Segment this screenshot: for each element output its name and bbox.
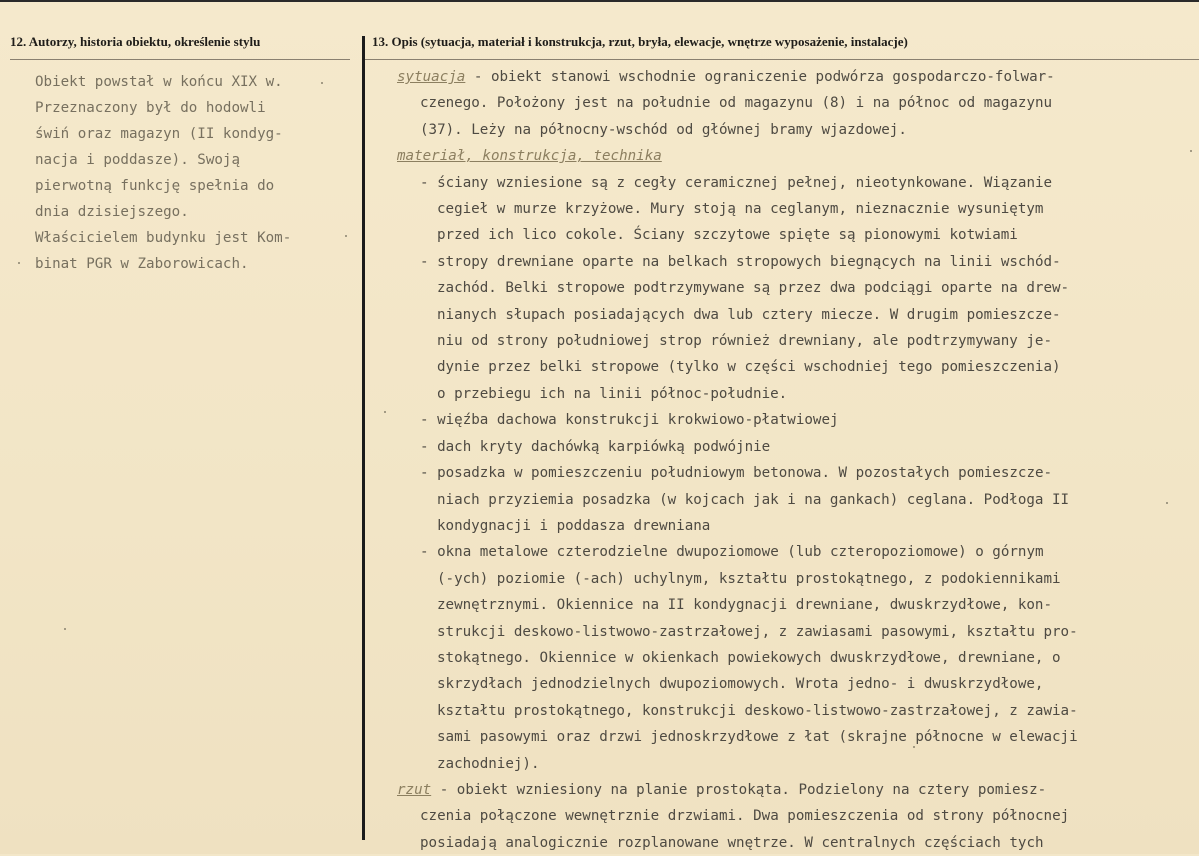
sytuacja-first-line [397,64,1197,90]
text-line: przed ich lico cokole. Ściany szczytowe spięte są pionowymi kotwiami [437,227,1018,244]
paper-speck [345,235,347,237]
text-line: cegieł w murze krzyżowe. Mury stoją na ceglanym, nieznacznie wysuniętym [437,201,1044,218]
bullet-line: - posadzka w pomieszczeniu południowym betonowa. W pozostałych pomieszcze- [420,465,1053,482]
text-line: kształtu prostokątnego, konstrukcji deskowo-listwowo-zastrzałowej, z zawia- [437,702,1078,719]
authors-history-text [35,69,355,277]
text-line: - obiekt wzniesiony na planie prostokąta. Podzielony na cztery pomiesz- [431,781,1047,798]
section-label-rzut: rzut [397,781,432,798]
paper-speck [384,411,386,413]
text-line: (37). Leży na północny-wschód od głównej bramy wjazdowej. [420,121,907,138]
paper-speck [913,746,915,748]
paper-speck [1190,150,1192,152]
text-line: zachodniej). [437,755,540,772]
text-line: o przebiegu ich na linii północ-południe. [437,385,788,402]
text-line: nianych słupach posiadających dwa lub cztery miecze. W drugim pomieszcze- [437,306,1061,323]
text-line: binat PGR w Zaborowicach. [35,256,249,272]
text-line: niu od strony południowej strop również drewniany, ale podtrzymywany je- [437,333,1052,350]
bullet-line: - ściany wzniesione są z cegły ceramicznej pełnej, nieotynkowane. Wiązanie [420,174,1053,191]
text-line: strukcji deskowo-listwowo-zastrzałowej, z zawiasami pasowymi, kształtu pro- [437,623,1078,640]
material-heading-line [397,143,1197,169]
text-line: (-ych) poziomie (-ach) uchylnym, kształtu prostokątnego, z podokiennikami [437,570,1061,587]
column-divider [362,36,365,840]
section-label-material: materiał, konstrukcja, technika [397,148,662,165]
text-line: Właścicielem budynku jest Kom- [35,230,292,246]
bullet-line: - okna metalowe czterodzielne dwupoziomowe (lub czteropoziomowe) o górnym [420,544,1044,561]
text-line: skrzydłach jednodzielnych dwupoziomowych. Wrota jedno- i dwuskrzydłowe, [437,676,1044,693]
text-line: zachód. Belki stropowe podtrzymywane są przez dwa podciągi oparte na drew- [437,280,1070,297]
top-edge-line [0,0,1199,2]
paper-speck [1166,502,1168,504]
text-line: Przeznaczony był do hodowli [35,100,266,116]
text-line: sami pasowymi oraz drzwi jednoskrzydłowe z łat (skrajne północne w elewacji [437,729,1078,746]
paper-speck [321,82,323,84]
bullet-line: - więźba dachowa konstrukcji krokwiowo-płatwiowej [420,412,839,429]
text-line: - obiekt stanowi wschodnie ograniczenie podwórza gospodarczo-folwar- [465,69,1055,85]
text-line: dynie przez belki stropowe (tylko w części wschodniej tego pomieszczenia) [437,359,1061,376]
field-12-header: 12. Autorzy, historia obiektu, określenie stylu [10,34,261,49]
text-line: niach przyziemia posadzka (w kojcach jak i na gankach) ceglana. Podłoga II [437,491,1070,508]
text-line: zewnętrznymi. Okiennice na II kondygnacji drewniane, dwuskrzydłowe, kon- [437,597,1052,614]
right-header-rule [365,59,1199,60]
text-line: pierwotną funkcję spełnia do [35,178,275,194]
text-line: czenia połączone wewnętrznie drzwiami. Dwa pomieszczenia od strony północnej [420,808,1070,825]
material-block [397,170,1197,777]
description-text [397,64,1197,856]
left-header-rule [10,59,350,60]
bullet-line: - dach kryty dachówką karpiówką podwójnie [420,438,771,455]
paper-speck [18,262,20,264]
paper-speck [64,628,66,630]
text-line: kondygnacji i poddasza drewniana [437,517,711,534]
text-line: stokątnego. Okiennice w okienkach powiekowych dwuskrzydłowe, drewniane, o [437,649,1061,666]
section-label-sytuacja: sytuacja [397,69,466,85]
field-13-header: 13. Opis (sytuacja, materiał i konstrukcja, rzut, bryła, elewacje, wnętrze wyposażenie, instalacje) [372,34,908,49]
text-line: dnia dzisiejszego. [35,204,189,220]
text-line: posiadają analogicznie rozplanowane wnętrze. W centralnych częściach tych [420,834,1044,851]
rzut-first-line [397,777,1197,803]
text-line: czenego. Położony jest na południe od magazynu (8) i na północ od magazynu [420,95,1053,112]
text-line: nacja i poddasze). Swoją [35,152,240,168]
bullet-line: - stropy drewniane oparte na belkach stropowych biegnących na linii wschód- [420,253,1061,270]
text-line: świń oraz magazyn (II kondyg- [35,126,283,142]
text-line: Obiekt powstał w końcu XIX w. [35,74,283,90]
